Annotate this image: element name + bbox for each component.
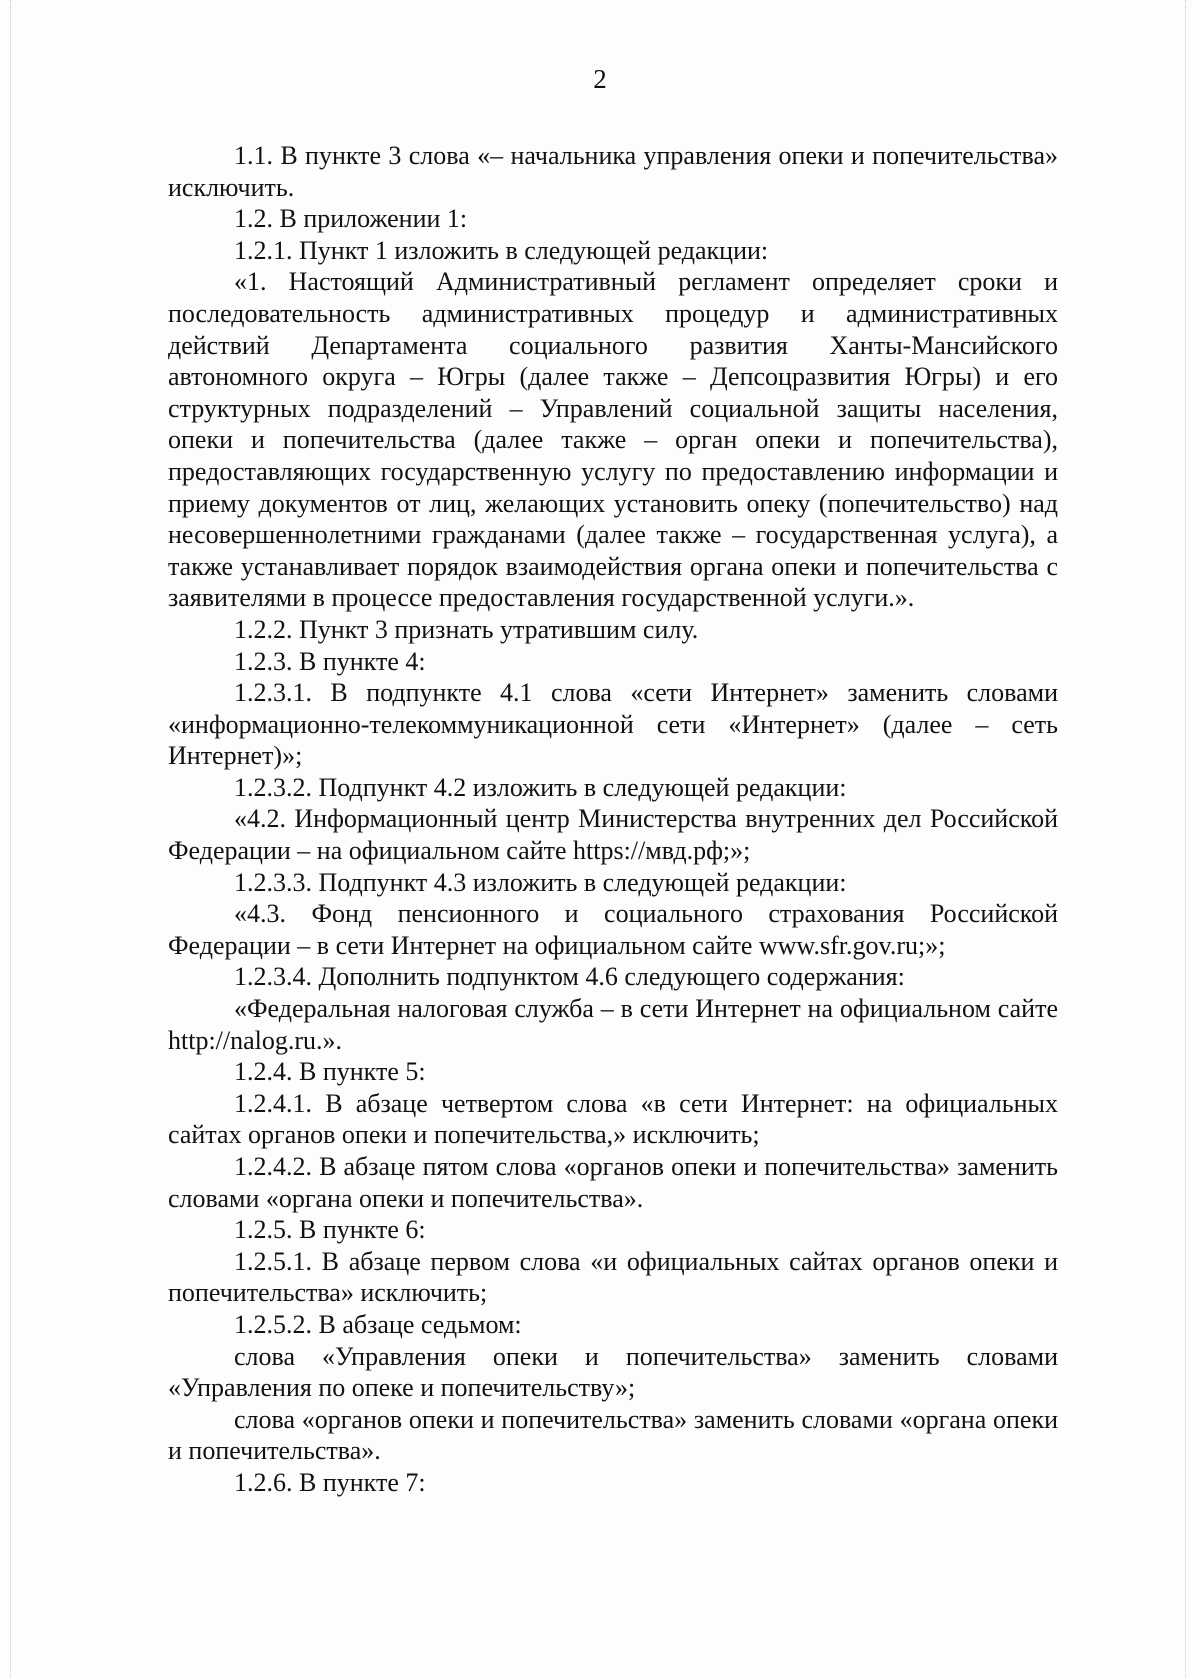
- paragraph: 1.2.3.2. Подпункт 4.2 изложить в следующей редакции:: [234, 772, 847, 802]
- paragraph: 1.2.3.3. Подпункт 4.3 изложить в следующей редакции:: [234, 867, 847, 897]
- paragraph: 1.2.4.1. В абзаце четвертом слова «в сети Интернет: на официальных сайтах органов опеки и попечительства,» исключить;: [168, 1088, 1058, 1150]
- paragraph: 1.2.3.4. Дополнить подпунктом 4.6 следующего содержания:: [234, 962, 905, 992]
- paragraph: слова «Управления опеки и попечительства» заменить словами «Управления по опеке и попечительству»;: [168, 1341, 1058, 1403]
- scan-edge-right: [1185, 0, 1186, 1678]
- paragraph: 1.2.5. В пункте 6:: [234, 1215, 426, 1245]
- paragraph: 1.2.1. Пункт 1 изложить в следующей редакции:: [234, 235, 769, 265]
- paragraph: 1.2.5.1. В абзаце первом слова «и официальных сайтах органов опеки и попечительства» исключить;: [168, 1246, 1058, 1308]
- paragraph: «1. Настоящий Административный регламент определяет сроки и последовательность административных процедур и административных действий Департамента социального развития Ханты-Мансийского автономного округа – Югры (далее также – Депсоцразвития Югры) и его структурных подразделений – Управлений социальной защиты населения, опеки и попечительства (далее также – орган опеки и попечительства), предоставляющих государственную услугу по предоставлению информации и приему документов от лиц, желающих установить опеку (попечительство) над несовершеннолетними гражданами (далее также – государственная услуга), а также устанавливает порядок взаимодействия органа опеки и попечительства с заявителями в процессе предоставления государственной услуги.».: [168, 267, 1058, 613]
- paragraph: слова «органов опеки и попечительства» заменить словами «органа опеки и попечительства».: [168, 1404, 1058, 1466]
- page-number: 2: [593, 64, 607, 94]
- paragraph: 1.2.6. В пункте 7:: [234, 1467, 426, 1497]
- paragraph: 1.2.5.2. В абзаце седьмом:: [234, 1309, 522, 1339]
- paragraph: 1.2.4.2. В абзаце пятом слова «органов опеки и попечительства» заменить словами «органа опеки и попечительства».: [168, 1152, 1058, 1213]
- paragraph: «4.3. Фонд пенсионного и социального страхования Российской Федерации – в сети Интернет на официальном сайте www.sfr.gov.ru;»;: [168, 899, 1058, 960]
- paragraph: «Федеральная налоговая служба – в сети Интернет на официальном сайте http://nalog.ru.».: [168, 994, 1058, 1055]
- paragraph: 1.2.2. Пункт 3 признать утратившим силу.: [234, 614, 699, 644]
- paragraph: 1.1. В пункте 3 слова «– начальника управления опеки и попечительства» исключить.: [168, 141, 1058, 202]
- scan-edge-left: [10, 0, 11, 1678]
- document-body: [168, 140, 1058, 1499]
- paragraph: 1.2. В приложении 1:: [234, 204, 468, 234]
- paragraph: «4.2. Информационный центр Министерства внутренних дел Российской Федерации – на официальном сайте https://мвд.рф;»;: [168, 804, 1058, 866]
- paragraph: 1.2.3.1. В подпункте 4.1 слова «сети Интернет» заменить словами «информационно-телекоммуникационной сети «Интернет» (далее – сеть Интернет)»;: [168, 678, 1058, 771]
- paragraph: 1.2.4. В пункте 5:: [234, 1057, 426, 1087]
- paragraph: 1.2.3. В пункте 4:: [234, 646, 426, 676]
